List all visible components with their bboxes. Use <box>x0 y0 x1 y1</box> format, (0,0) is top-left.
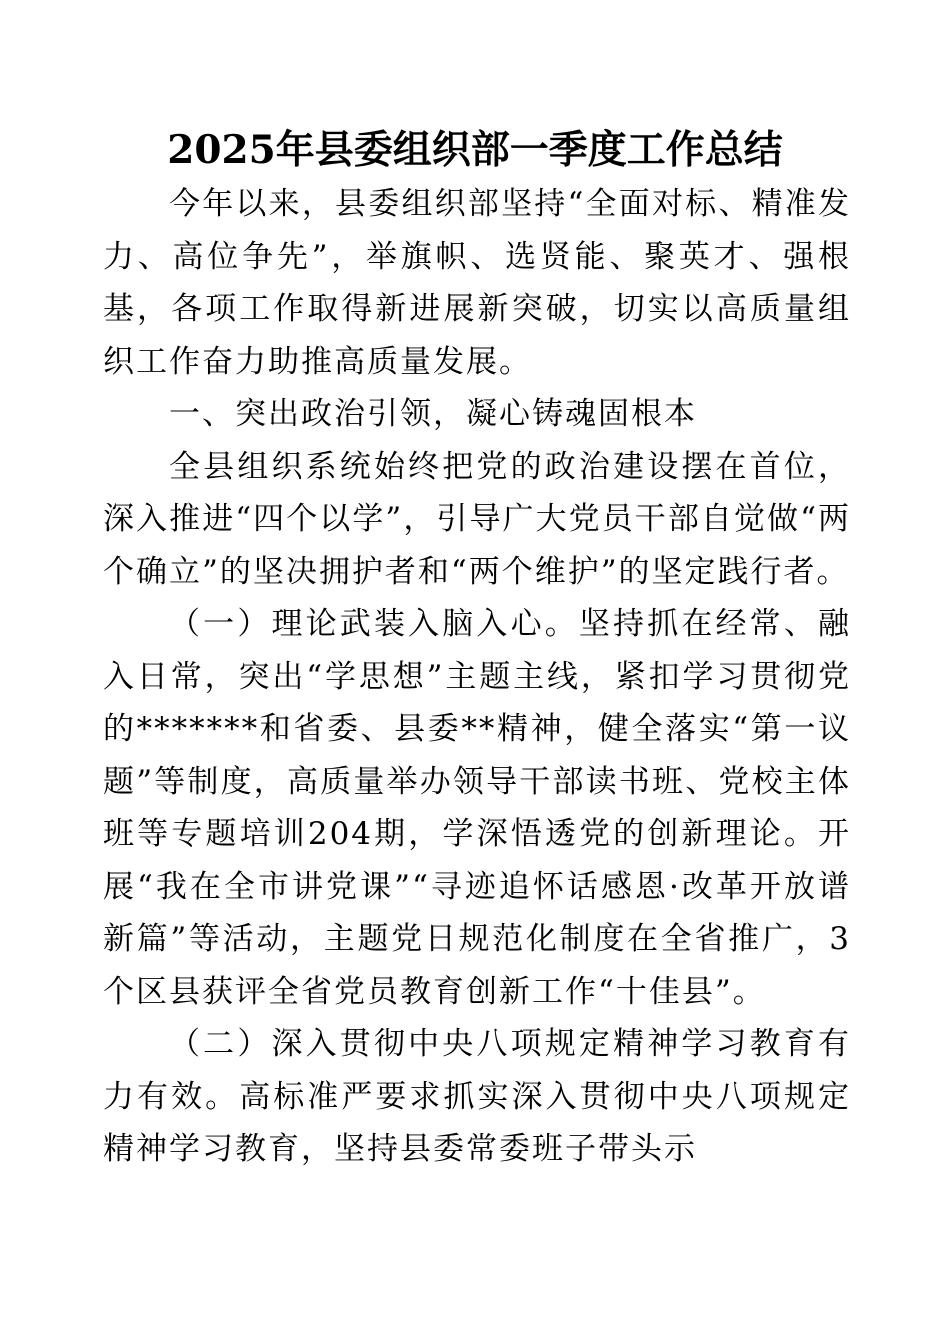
subsection-1-paragraph: （一）理论武装入脑入心。坚持抓在经常、融入日常，突出“学思想”主题主线，紧扣学习贯彻党的*******和省委、县委**精神，健全落实“第一议题”等制度，高质量举办领导干部读书班、党校主体班等专题培训204期，学深悟透党的创新理论。开展“我在全市讲党课”“寻迹追怀话感恩·改革开放谱新篇”等活动，主题党日规范化制度在全省推广，3个区县获评全省党员教育创新工作“十佳县”。 <box>103 606 851 1010</box>
intro-paragraph: 今年以来，县委组织部坚持“全面对标、精准发力、高位争先”，举旗帜、选贤能、聚英才、强根基，各项工作取得新进展新突破，切实以高质量组织工作奋力助推高质量发展。 <box>103 186 851 380</box>
document-title: 2025年县委组织部一季度工作总结 <box>167 127 783 173</box>
document-body <box>103 178 851 1176</box>
section-1-paragraph: 全县组织系统始终把党的政治建设摆在首位，深入推进“四个以学”，引导广大党员干部自觉做“两个确立”的坚决拥护者和“两个维护”的坚定践行者。 <box>103 448 851 590</box>
section-heading-1: 一、突出政治引领，凝心铸魂固根本 <box>169 396 697 432</box>
subsection-2-paragraph: （二）深入贯彻中央八项规定精神学习教育有力有效。高标准严要求抓实深入贯彻中央八项规定精神学习教育，坚持县委常委班子带头示 <box>103 1026 851 1167</box>
